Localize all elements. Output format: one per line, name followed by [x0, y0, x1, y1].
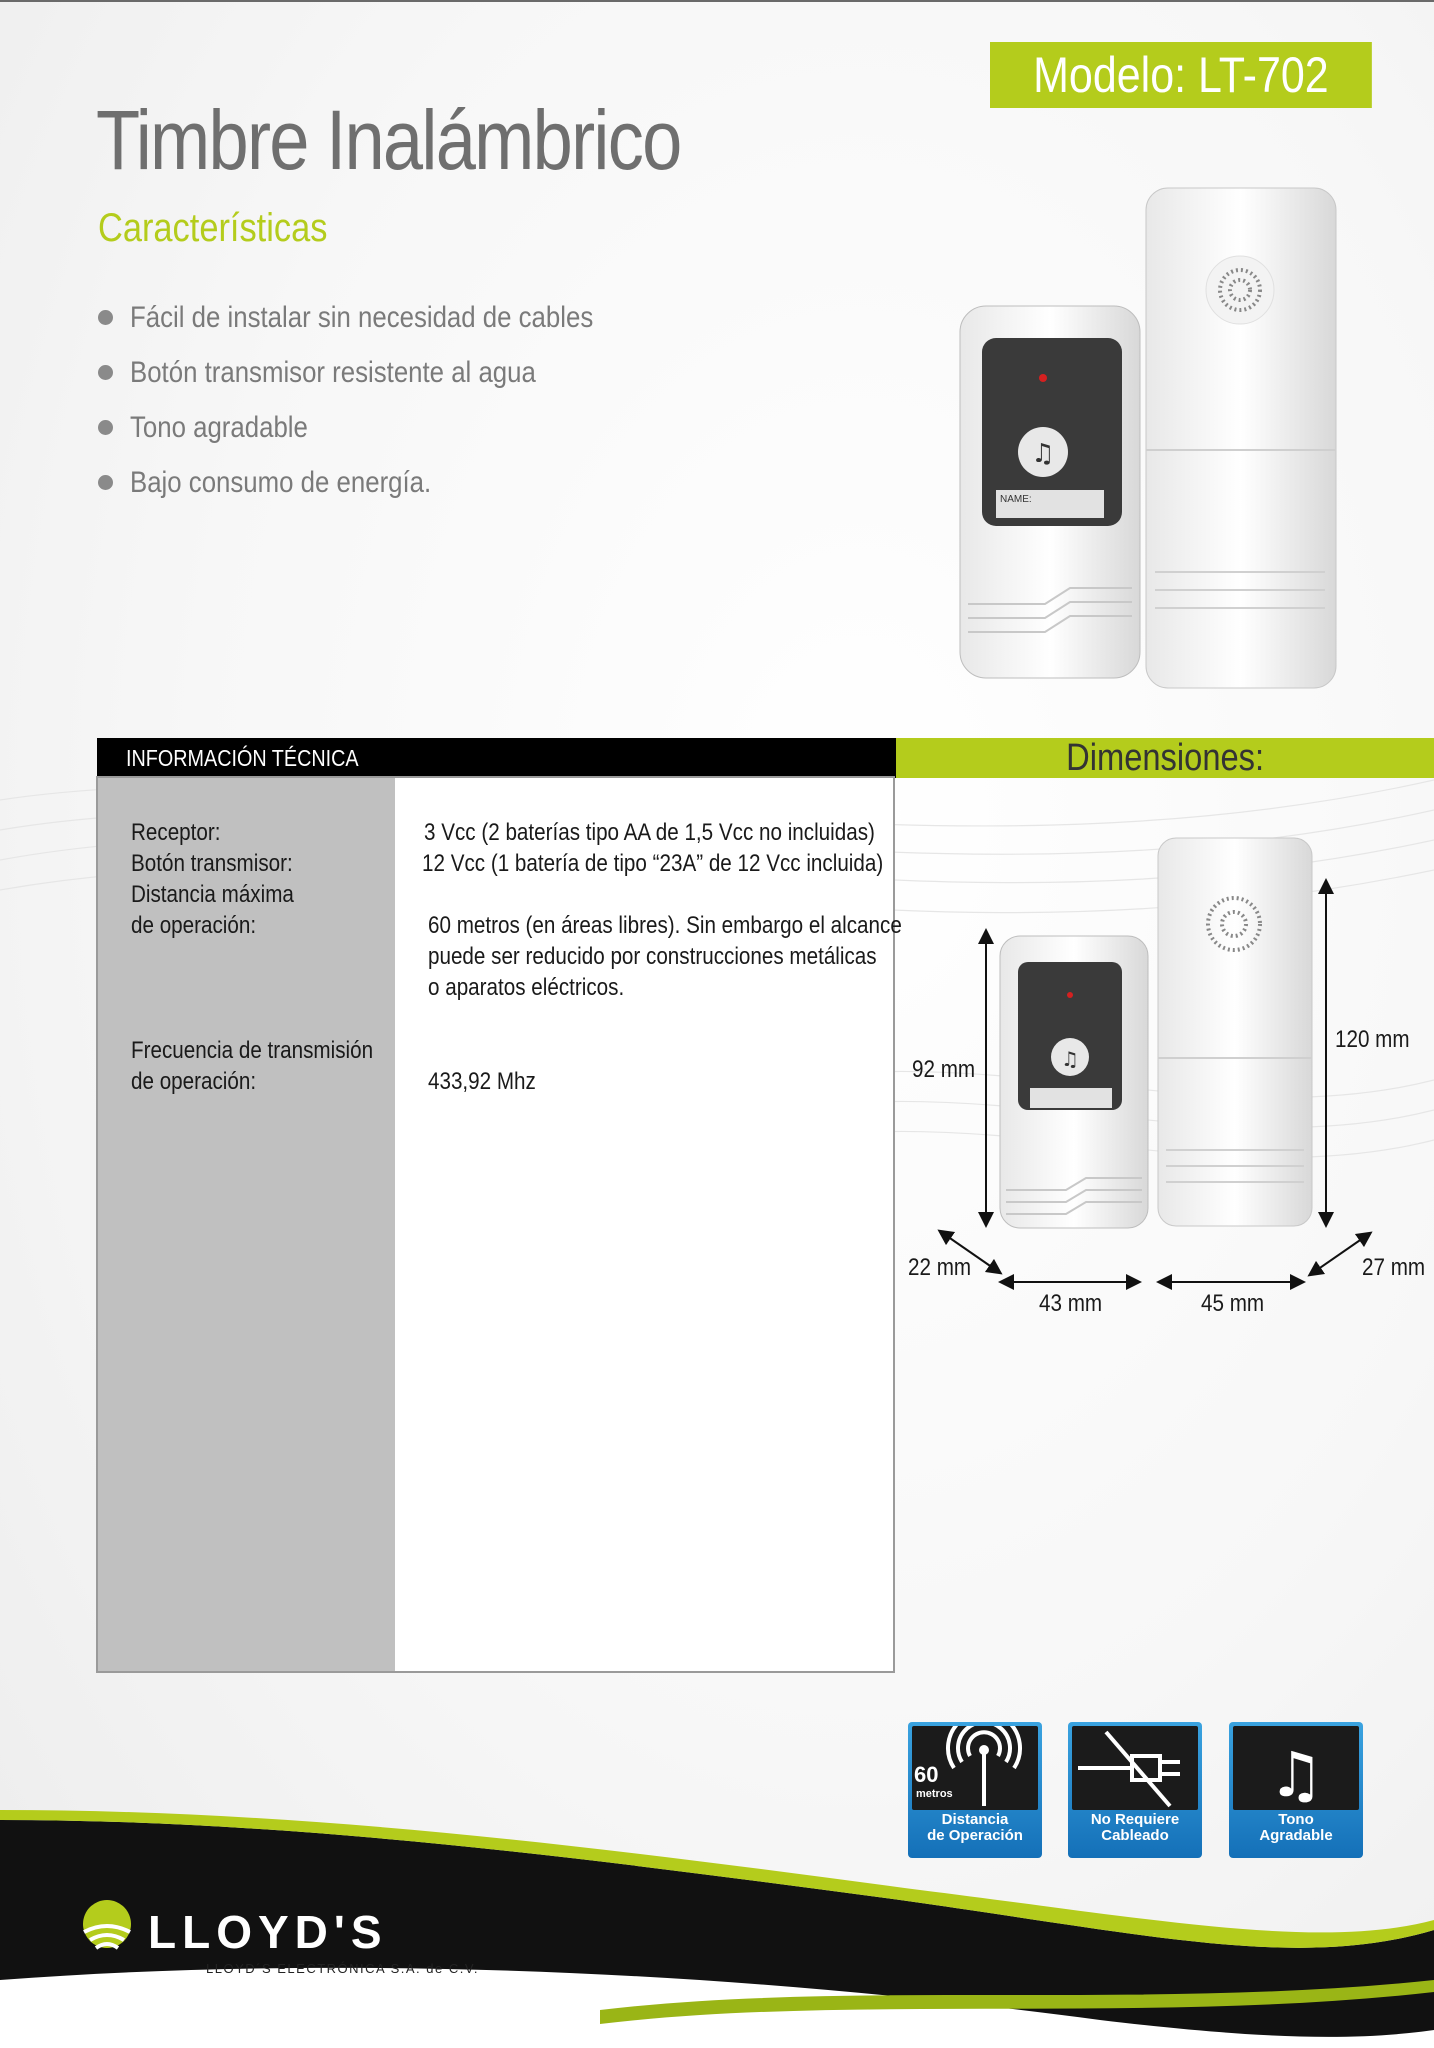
- bullet-icon: [98, 365, 113, 380]
- spec-label-receptor: Receptor:: [131, 819, 221, 846]
- dim-receiver-width: 45 mm: [1201, 1290, 1265, 1317]
- section-subtitle: Características: [98, 206, 328, 250]
- dim-transmitter-depth: 22 mm: [908, 1254, 972, 1281]
- bullet-icon: [98, 475, 113, 490]
- svg-text:♫: ♫: [1031, 439, 1055, 469]
- spec-label-distance-2: de operación:: [131, 912, 257, 939]
- badge-tone: ♫ Tono Agradable: [1229, 1722, 1363, 1858]
- dimension-diagram: [896, 820, 1434, 1340]
- svg-text:♫: ♫: [1061, 1047, 1079, 1071]
- transmitter-unit: [960, 306, 1140, 678]
- spec-header: INFORMACIÓN TÉCNICA: [97, 738, 896, 778]
- spec-value-distance-3: o aparatos eléctricos.: [428, 974, 625, 1001]
- spec-value-frequency: 433,92 Mhz: [428, 1068, 536, 1095]
- bullet-icon: [98, 420, 113, 435]
- badge-distance-unit: metros: [916, 1788, 953, 1800]
- model-badge: [990, 42, 1372, 108]
- badge-no-cable: No Requiere Cableado: [1068, 1722, 1202, 1858]
- bullet-icon: [98, 310, 113, 325]
- feature-list: [98, 290, 669, 510]
- spec-label-distance: Distancia máxima: [131, 881, 294, 908]
- spec-value-distance-2: puede ser reducido por construcciones metálicas: [428, 943, 877, 970]
- badge-distance: 60 metros Distancia de Operación: [908, 1722, 1042, 1858]
- spec-label-frequency: Frecuencia de transmisión: [131, 1037, 374, 1064]
- dim-receiver-height: 120 mm: [1335, 1026, 1410, 1053]
- spec-label-transmitter: Botón transmisor:: [131, 850, 293, 877]
- top-rule: [0, 0, 1434, 2]
- spec-value-transmitter: 12 Vcc (1 batería de tipo “23A” de 12 Vcc incluida): [422, 850, 884, 877]
- feature-item: Tono agradable: [98, 400, 669, 455]
- logo-wordmark: LLOYD'S: [148, 1906, 388, 1958]
- name-label: NAME:: [1000, 494, 1032, 505]
- product-image: [950, 180, 1350, 700]
- company-name: LLOYD´S ELECTRÓNICA S.A. de C.V.: [206, 1961, 479, 1976]
- model-label: Modelo: LT-702: [1033, 47, 1329, 103]
- page-title: Timbre Inalámbrico: [96, 93, 681, 187]
- receiver-unit: [1146, 188, 1336, 688]
- feature-item: Fácil de instalar sin necesidad de cables: [98, 290, 669, 345]
- feature-item: Bajo consumo de energía.: [98, 455, 669, 510]
- spec-value-receptor: 3 Vcc (2 baterías tipo AA de 1,5 Vcc no incluidas): [424, 819, 875, 846]
- feature-item: Botón transmisor resistente al agua: [98, 345, 669, 400]
- dim-receiver-depth: 27 mm: [1362, 1254, 1426, 1281]
- badge-distance-number: 60: [914, 1762, 939, 1787]
- dim-transmitter-width: 43 mm: [1039, 1290, 1103, 1317]
- dim-transmitter-height: 92 mm: [912, 1056, 976, 1083]
- svg-text:♫: ♫: [1268, 1738, 1324, 1810]
- lloyds-logo: [76, 1894, 466, 1964]
- spec-value-distance: 60 metros (en áreas libres). Sin embargo el alcance: [428, 912, 902, 939]
- dimensions-header: Dimensiones:: [896, 738, 1434, 778]
- spec-label-frequency-2: de operación:: [131, 1068, 257, 1095]
